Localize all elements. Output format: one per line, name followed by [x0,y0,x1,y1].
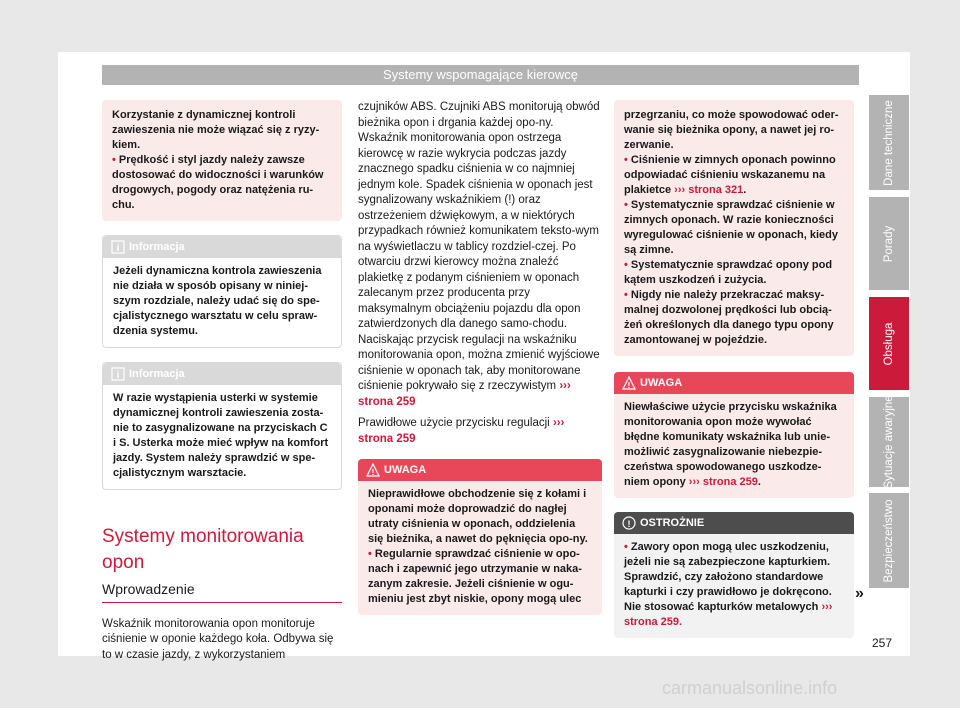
body-paragraph-2: Prawidłowe użycie przycisku regulacji [358,417,550,429]
bullet-icon: • [624,289,631,301]
tab-dane-techniczne[interactable]: Dane techniczne [869,95,909,190]
info-header: i Informacja [103,363,341,385]
tab-porady[interactable]: Porady [869,197,909,290]
svg-text:!: ! [371,468,375,477]
bullet-icon: • [368,548,375,560]
bullet-icon: • [624,199,631,211]
warning-icon [622,376,636,390]
svg-text:!: ! [627,381,631,390]
page-link[interactable]: ››› strona 259 [358,380,571,408]
tab-obsluga[interactable]: Obsługa [869,297,909,390]
svg-text:i: i [116,243,120,254]
info-icon [111,240,125,254]
page-link[interactable]: ››› strona 259 [358,417,565,445]
warning-icon [366,463,380,477]
tab-bezpieczenstwo[interactable]: Bezpieczeństwo [869,493,909,588]
watermark: carmanualsonline.info [662,678,838,698]
column-3 [614,100,854,638]
svg-text:i: i [116,370,120,381]
warning-continuation-box: Korzystanie z dynamicznej kontroli zawieszenia nie może wiązać się z ryzy-kiem. • Prędkość i styl jazdy należy zawsze dostosować do widoczności i warunków drogowych, pogody oraz natężenia ru-chu. [102,100,342,221]
bullet-icon: • [112,154,119,166]
page-link[interactable]: ››› strona 259 [688,476,758,488]
uwaga-box-2: ! UWAGA Niewłaściwe użycie przycisku wskaźnika monitorowania opon może wywołać błędne komunikaty wskaźnika lub unie-możliwić zasygnalizowanie niebezpie-czeństwa spowodowanego uszkodze-niem opony ››› strona 259. [614,372,854,498]
info-box-2: i Informacja W razie wystąpienia usterki w systemie dynamicznej kontroli zawieszenia zosta-nie to zasygnalizowane na przyciskach C i S. Usterka może mieć wpływ na komfort jazdy. System należy sprawdzić w spe-cjalistycznym warsztacie. [102,362,342,490]
info-header: i Informacja [103,236,341,258]
page-link[interactable]: ››› strona 259. [624,601,833,628]
page-header: Systemy wspomagające kierowcę [102,65,859,85]
bullet-icon: • [624,154,631,166]
ostroznie-header: ! OSTROŻNIE [614,512,854,534]
uwaga-header: ! UWAGA [358,459,602,481]
uwaga-continuation-box: przegrzaniu, co może spowodować oder-wanie się bieżnika opony, a nawet jej ro-zerwanie. • Ciśnienie w zimnych oponach powinno odpowiadać ciśnieniu wskazanemu na plakietce ››› strona 321. • Systematycznie sprawdzać ciśnienie w zimnych oponach. W razie konieczności wyregulować ciśnienie w oponach, kiedy są zimne. • Systematycznie sprawdzać opony pod kątem uszkodzeń i zużycia. • Nigdy nie należy przekraczać maksy-malnej dozwolonej prędkości lub obcią-żeń określonych dla danego typu opony zamontowanej w pojeździe. [614,100,854,356]
next-page-arrow-icon[interactable]: » [855,585,864,602]
info-box-1: i Informacja Jeżeli dynamiczna kontrola zawieszenia nie działa w sposób opisany w niniej-szym rozdziale, należy udać się do spe-cjalistycznego warsztatu w celu spraw-dzenia systemu. [102,235,342,348]
uwaga-header: ! UWAGA [614,372,854,394]
section-title: Systemy monitorowania opon [102,526,304,573]
section-subtitle: Wprowadzenie [102,582,342,603]
tab-sytuacje-awaryjne[interactable]: Sytuacje awaryjne [869,397,909,487]
page-number: 257 [872,636,893,650]
ostroznie-box: ! OSTROŻNIE • Zawory opon mogą ulec uszkodzeniu, jeżeli nie są zabezpieczone kapturkiem. Sprawdzić, czy założono standardowe kapturki i czy prawidłowo je dokręcono. Nie stosować kapturków metalowych ››› strona 259. [614,512,854,638]
column-2 [358,100,602,615]
body-paragraph: czujników ABS. Czujniki ABS monitorują obwód bieżnika opon i drgania każdej opo-ny. Wskaźnik monitorowania opon ostrzega kierowcę w razie wykrycia podczas jazdy znacznego spadku ciśnienia w co najmniej jednym kole. Spadek ciśnienia w oponach jest sygnalizowany wskaźnikiem (!) oraz ostrzeżeniem dźwiękowym, a w niektórych przypadkach również komunikatem teksto-wym na wyświetlaczu w tablicy rozdziel-czej. Po otwarciu drzwi kierowcy można znaleźć plakietkę z podanym ciśnieniem w oponach zalecanym przez producenta przy maksymalnym obciążeniu pojazdu dla opon zatwierdzonych dla danego samo-chodu. Naciskając przycisk regulacji na wskaźniku monitorowania opon, można zmienić wyjściowe ciśnienie w oponach tak, aby monitorowane ciśnienie pokrywało się z rzeczywistym [358,101,600,392]
svg-text:!: ! [627,519,631,529]
info-icon [111,367,125,381]
intro-paragraph: Wskaźnik monitorowania opon monitoruje ciśnienie w oponie każdego koła. Odbywa się to w czasie jazdy, z wykorzystaniem [102,617,334,661]
bullet-icon: • [624,259,631,271]
section-heading [102,524,342,603]
caution-icon [622,516,636,530]
page-link[interactable]: ››› strona 321 [674,184,744,196]
uwaga-box: ! UWAGA Nieprawidłowe obchodzenie się z kołami i oponami może doprowadzić do nagłej utraty ciśnienia w oponach, oddzielenia się bieżnika, a nawet do pęknięcia opo-ny. • Regularnie sprawdzać ciśnienie w opo-nach i zapewnić jego utrzymanie w naka-zanym zakresie. Jeżeli ciśnienie w ogu-mieniu jest zbyt niskie, opony mogą ulec [358,459,602,615]
column-1 [102,100,342,663]
bullet-icon: • [624,541,631,553]
